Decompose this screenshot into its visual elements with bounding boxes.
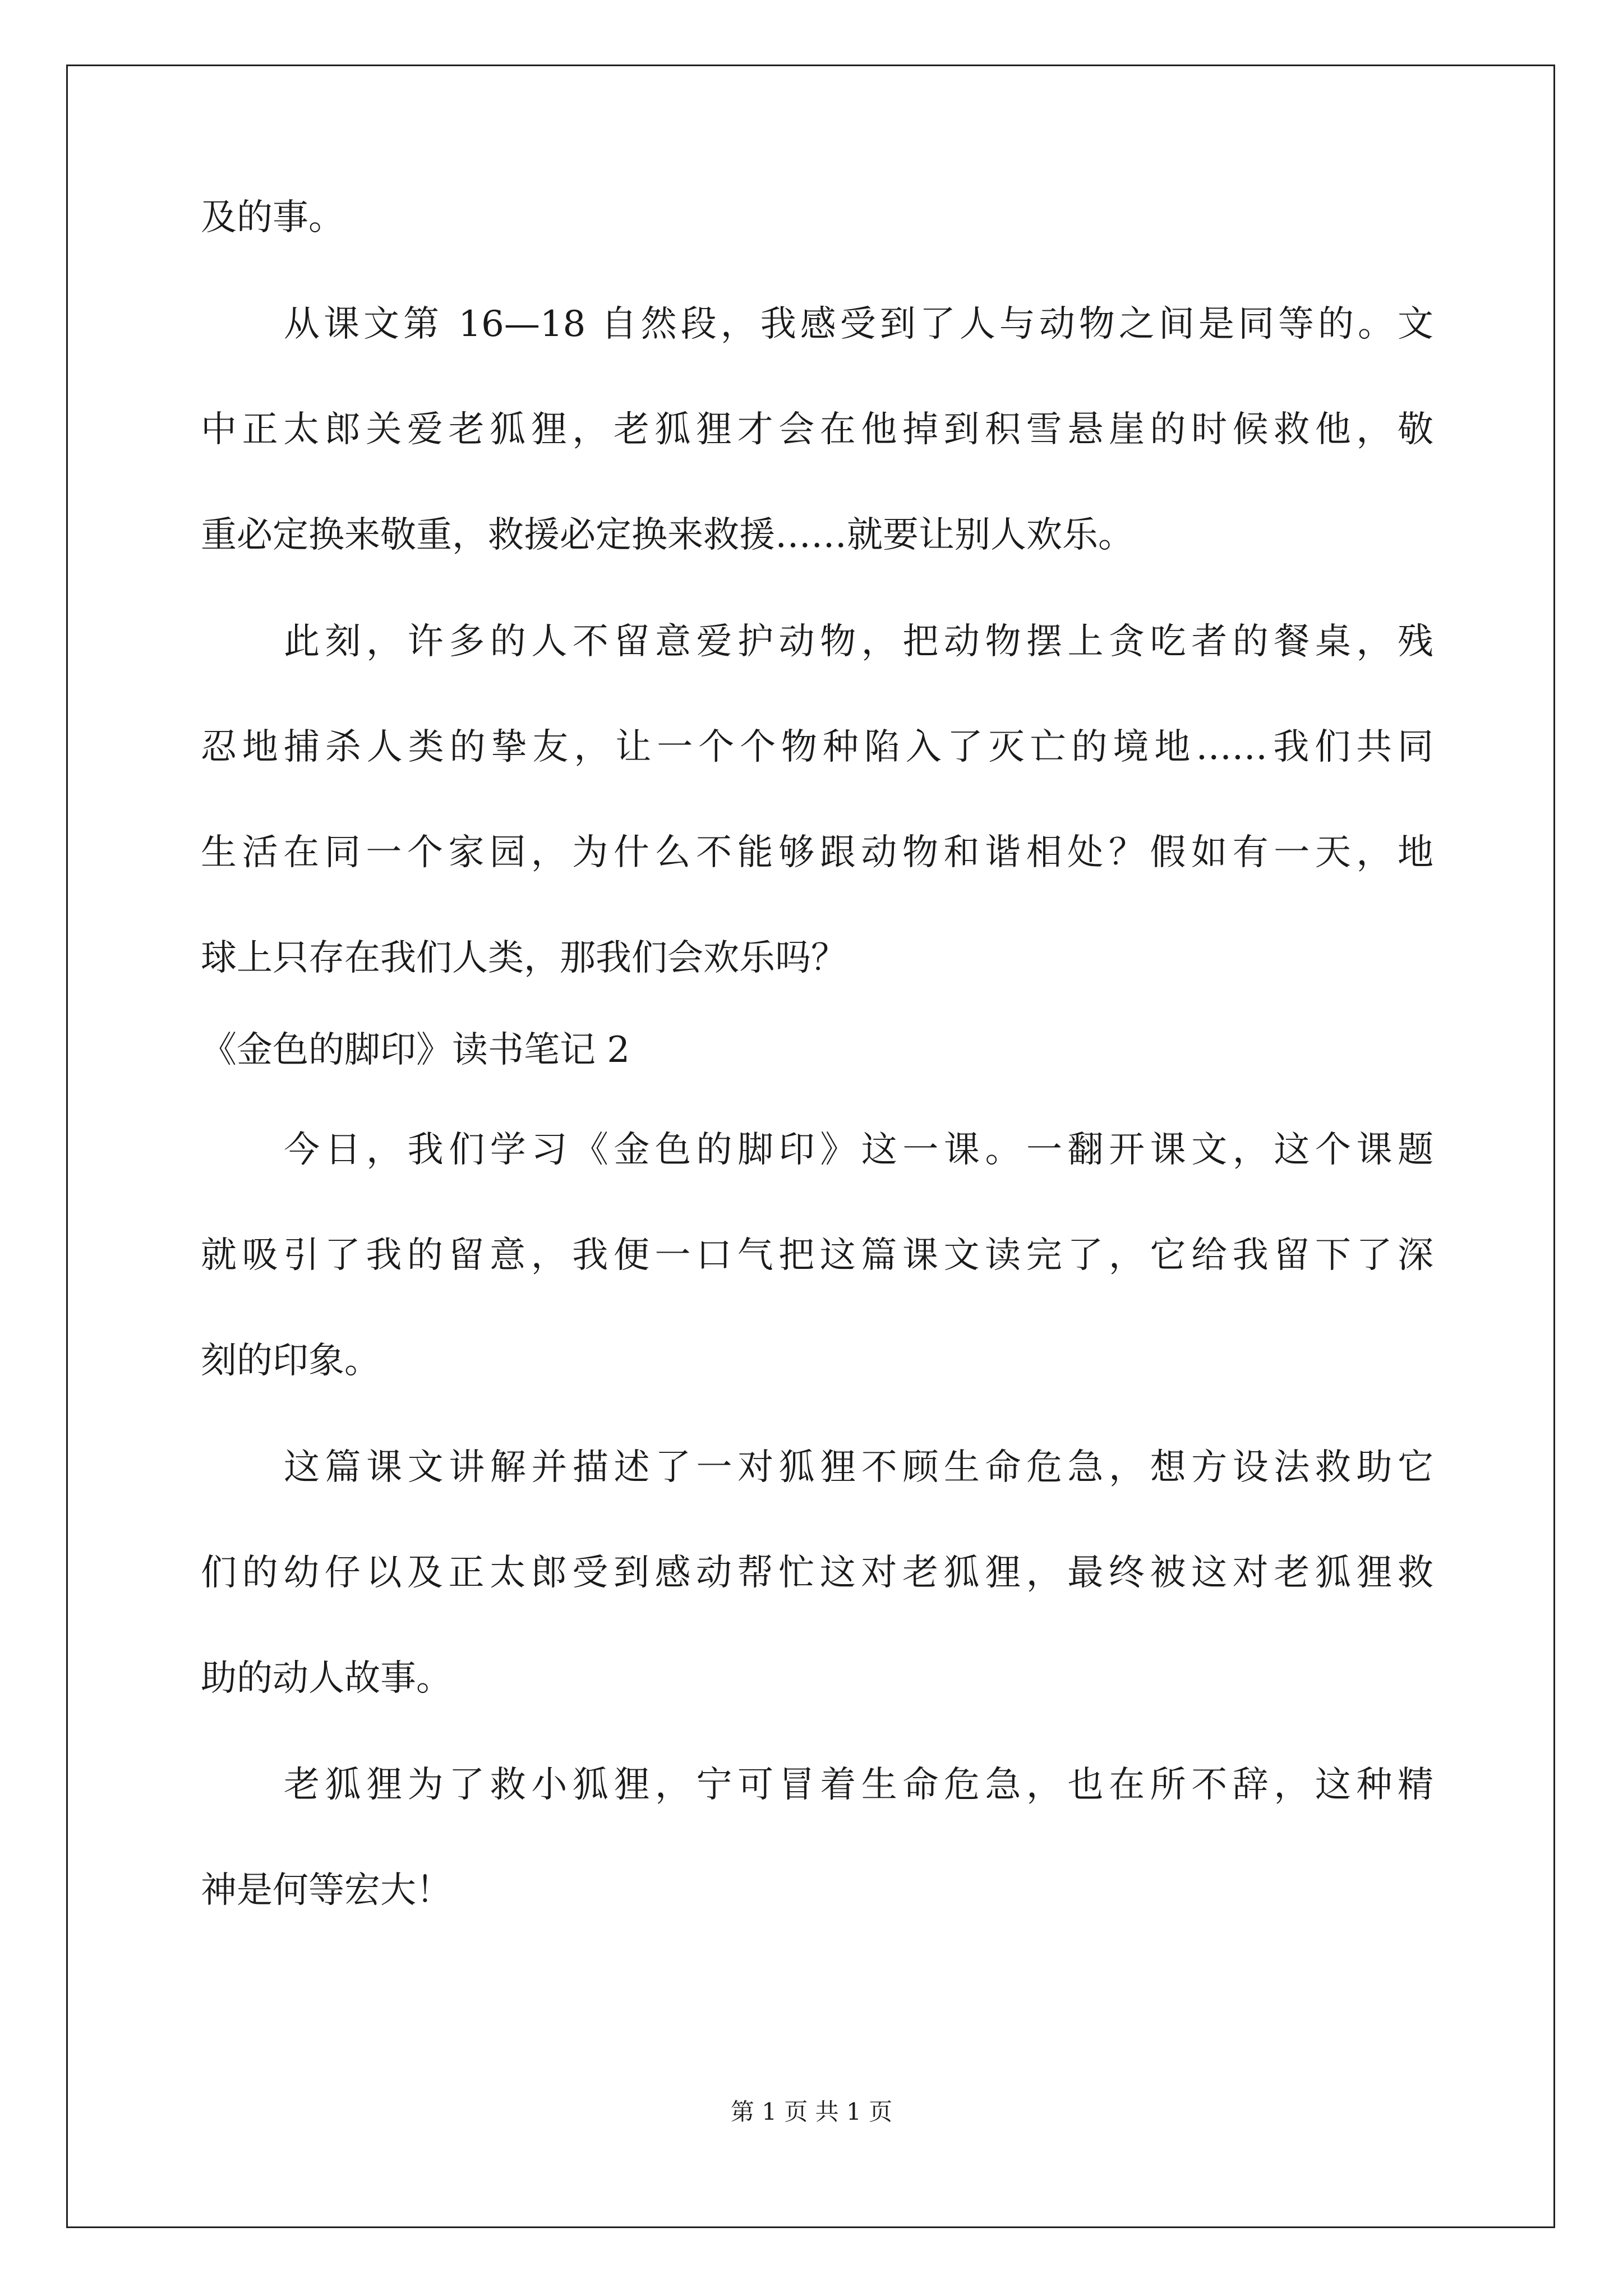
- text-line: 忍地捕杀人类的挚友，让一个个物种陷入了灭亡的境地……我们共同: [201, 726, 1433, 768]
- text-line: 球上只存在我们人类，那我们会欢乐吗？: [201, 937, 847, 979]
- text-line: 刻的印象。: [201, 1340, 380, 1382]
- paragraph-line: 从课文第 16—18 自然段，我感受到了人与动物之间是同等的。文: [284, 303, 1433, 345]
- text-line: 重必定换来敬重，救援必定换来救援……就要让别人欢乐。: [201, 514, 1134, 556]
- section-heading: 《金色的脚印》读书笔记 2: [201, 1029, 630, 1071]
- text-line: 及的事。: [201, 197, 344, 238]
- text-line: 生活在同一个家园，为什么不能够跟动物和谐相处？假如有一天，地: [201, 832, 1433, 873]
- text-line: 助的动人故事。: [201, 1658, 452, 1699]
- page-number-footer: 第 1 页 共 1 页: [730, 2098, 893, 2125]
- paragraph-line: 此刻，许多的人不留意爱护动物，把动物摆上贪吃者的餐桌，残: [284, 621, 1433, 662]
- text-line: 中正太郎关爱老狐狸，老狐狸才会在他掉到积雪悬崖的时候救他，敬: [201, 409, 1433, 450]
- paragraph-line: 今日，我们学习《金色的脚印》这一课。一翻开课文，这个课题: [284, 1129, 1433, 1171]
- text-line: 们的幼仔以及正太郎受到感动帮忙这对老狐狸，最终被这对老狐狸救: [201, 1552, 1433, 1594]
- text-line: 就吸引了我的留意，我便一口气把这篇课文读完了，它给我留下了深: [201, 1235, 1433, 1276]
- paragraph-line: 这篇课文讲解并描述了一对狐狸不顾生命危急，想方设法救助它: [284, 1447, 1433, 1488]
- text-line: 神是何等宏大！: [201, 1870, 452, 1911]
- paragraph-line: 老狐狸为了救小狐狸，宁可冒着生命危急，也在所不辞，这种精: [284, 1764, 1433, 1806]
